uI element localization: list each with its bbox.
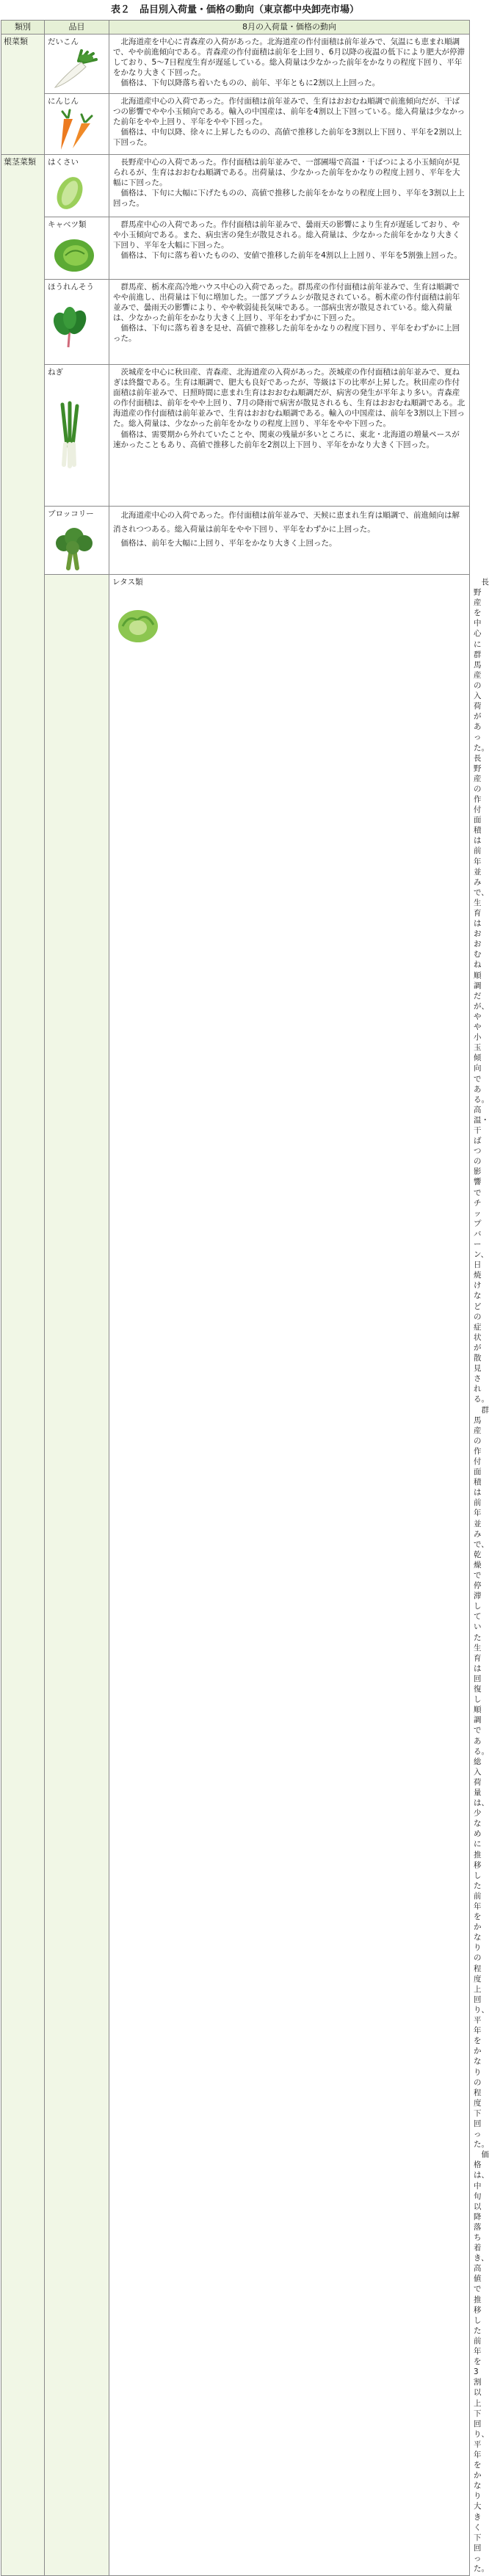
- table-row: [1, 217, 470, 280]
- trend-paragraph: 長野産中心の入荷であった。作付面積は前年並みで、一部圃場で高温・干ばつによる小玉傾向が見られるが、生育はおおむね順調である。出荷量は、少なかった前年をかなりの程度上回り、平年を大幅に下回った。: [113, 158, 460, 188]
- item-label: ブロッコリー: [48, 509, 94, 518]
- trend-table: [1, 20, 489, 2576]
- item-cell: [109, 575, 470, 2576]
- trend-paragraph: 茨城産を中心に秋田産、青森産、北海道産の入荷があった。茨城産の作付面積は前年並みで、夏ねぎは終盤である。生育は順調で、肥大も良好であったが、等級は下の比率が上昇した。秋田産の作付面積は前年並みで、日照時間に恵まれ生育はおおむね順調だが、病害の発生が平年より多い。青森産の作付面積は、前年をやや上回り、7月の降雨で病害が散見されるも、生育はおおむね順調である。北海道産の作付面積は前年並みで、生育はおおむね順調である。輸入の中国産は、前年を3割以上下回った。総入荷量は、少なかった前年をかなりの程度上回り、平年をやや下回った。: [113, 368, 466, 429]
- trend-cell: [109, 94, 470, 155]
- table-row: [1, 155, 470, 217]
- item-label: キャベツ類: [48, 220, 87, 229]
- trend-paragraph: 価格は、中旬以降、徐々に上昇したものの、高値で推移した前年を3割以上下回り、平年を2割以上下回った。: [113, 128, 462, 148]
- category-cell: 根菜類: [1, 35, 45, 155]
- spinach-icon: [52, 306, 89, 349]
- table-row: [1, 365, 470, 507]
- table-row: [1, 507, 470, 575]
- trend-paragraph: 群馬産中心の入荷であった。作付面積は前年並みで、曇雨天の影響により生育が遅延しており、やや小玉傾向である。また、病虫害の発生が散見される。総入荷量は、少なかった前年をかなり大きく下回り、平年を大幅に下回った。: [113, 220, 460, 250]
- trend-paragraph: 北海道産中心の入荷であった。作付面積は前年並みで、天候に恵まれ生育は順調で、前進傾向は解消されつつある。総入荷量は前年をやや下回り、平年をわずかに上回った。: [113, 511, 460, 534]
- item-label: ねぎ: [48, 368, 63, 377]
- lettuce-icon: [117, 604, 159, 644]
- item-label: ほうれんそう: [48, 283, 94, 291]
- trend-paragraph: 北海道産中心の入荷であった。作付面積は前年並みで、生育はおおむね順調で前進傾向だが、干ばつの影響でやや小玉傾向である。輸入の中国産は、前年を4割以上下回っている。総入荷量は少なかった前年をやや上回り、平年をやや下回った。: [113, 97, 466, 127]
- category-cell: [45, 575, 109, 2576]
- trend-paragraph: 価格は、下旬に落ち着きを見せ、高値で推移した前年をかなりの程度下回り、平年をわずかに上回った。: [113, 324, 460, 344]
- item-label: だいこん: [48, 37, 79, 46]
- header-trend: 8月の入荷量・価格の動向: [109, 21, 470, 35]
- cabbage-icon: [52, 235, 96, 273]
- item-label: にんじん: [48, 97, 79, 106]
- category-cell: 葉茎菜類: [1, 155, 45, 2576]
- trend-paragraph: 群馬産、栃木産高冷地ハウス中心の入荷であった。群馬産の作付面積は前年並みで、生育は順調でやや前進し、出荷量は下旬に増加した。一部アブラムシが散見されている。栃木産の作付面積は前年並みで、曇雨天の影響により、やや軟弱徒長気味である。一部病虫害が散見されている。総入荷量は、少なかった前年をかなり大きく上回り、平年をわずかに下回った。: [113, 283, 460, 323]
- table-row: [1, 35, 470, 94]
- item-cell: [45, 155, 109, 217]
- green-onion-icon: [52, 402, 89, 468]
- item-label: レタス類: [112, 578, 143, 587]
- napa-cabbage-icon: [52, 174, 87, 212]
- item-cell: [45, 365, 109, 507]
- item-label: はくさい: [48, 158, 79, 167]
- daikon-icon: [52, 51, 99, 90]
- trend-paragraph: 北海道産を中心に青森産の入荷があった。北海道産の作付面積は前年並みで、気温にも恵まれ順調で、やや前進傾向である。青森産の作付面積は前年を上回り、6月以降の夜温の低下により肥大が停滞しており、5〜7日程度生育が遅延している。総入荷量は少なかった前年をかなりの程度下回り、平年をかなり大きく下回った。: [113, 37, 465, 78]
- header-row: [1, 21, 470, 35]
- trend-paragraph: 価格は、下旬に落ち着いたものの、安値で推移した前年を4割以上上回り、平年を5割強上回った。: [120, 251, 462, 261]
- trend-paragraph: 価格は、前年を大幅に上回り、平年をかなり大きく上回った。: [120, 539, 337, 548]
- item-cell: [45, 217, 109, 280]
- trend-cell: [109, 280, 470, 365]
- header-item: 品目: [45, 21, 109, 35]
- trend-paragraph: 価格は、下旬以降落ち着いたものの、前年、平年ともに2割以上上回った。: [120, 79, 380, 88]
- trend-cell: [109, 155, 470, 217]
- item-cell: [45, 280, 109, 365]
- trend-cell: [109, 365, 470, 507]
- trend-paragraph: 価格は、需要期から外れていたことや、関東の残量が多いところに、東北・北海道の増量ペースが速かったこともあり、高値で推移した前年を2割以上下回り、平年をかなり大きく下回った。: [113, 429, 460, 449]
- header-category: 類別: [1, 21, 45, 35]
- carrot-icon: [52, 110, 99, 151]
- trend-cell: [109, 507, 470, 575]
- table-row: [1, 94, 470, 155]
- trend-cell: [109, 35, 470, 94]
- item-cell: [45, 94, 109, 155]
- trend-cell: [109, 217, 470, 280]
- broccoli-icon: [52, 527, 95, 570]
- table-row: [1, 280, 470, 365]
- trend-paragraph: 価格は、下旬に大幅に下げたものの、高値で推移した前年をかなりの程度上回り、平年を3割以上上回った。: [113, 189, 465, 208]
- item-cell: [45, 507, 109, 575]
- table-title: 表２ 品目別入荷量・価格の動向（東京都中央卸売市場）: [110, 4, 359, 15]
- item-cell: [45, 35, 109, 94]
- table-row: レタス類 長野産を中心に群馬産の入荷があった。長野産の作付面積は前年並みで、生育はおおむね順調だが、やや小玉傾向である。高温・干ばつの影響でチップバーン、日焼けなどの症状が散見される。 群馬産の作付面積は前年並みで、乾燥で停滞していた生育は回復し順調である。総入荷量は、少なめに推移した前年をかなりの程度上回り、平年をかなりの程度下回った。 価格は、中旬以降落ち着き、高値で推移した前年を3割以上下回り、平年をかなり大きく下回った。: [1, 575, 470, 2576]
